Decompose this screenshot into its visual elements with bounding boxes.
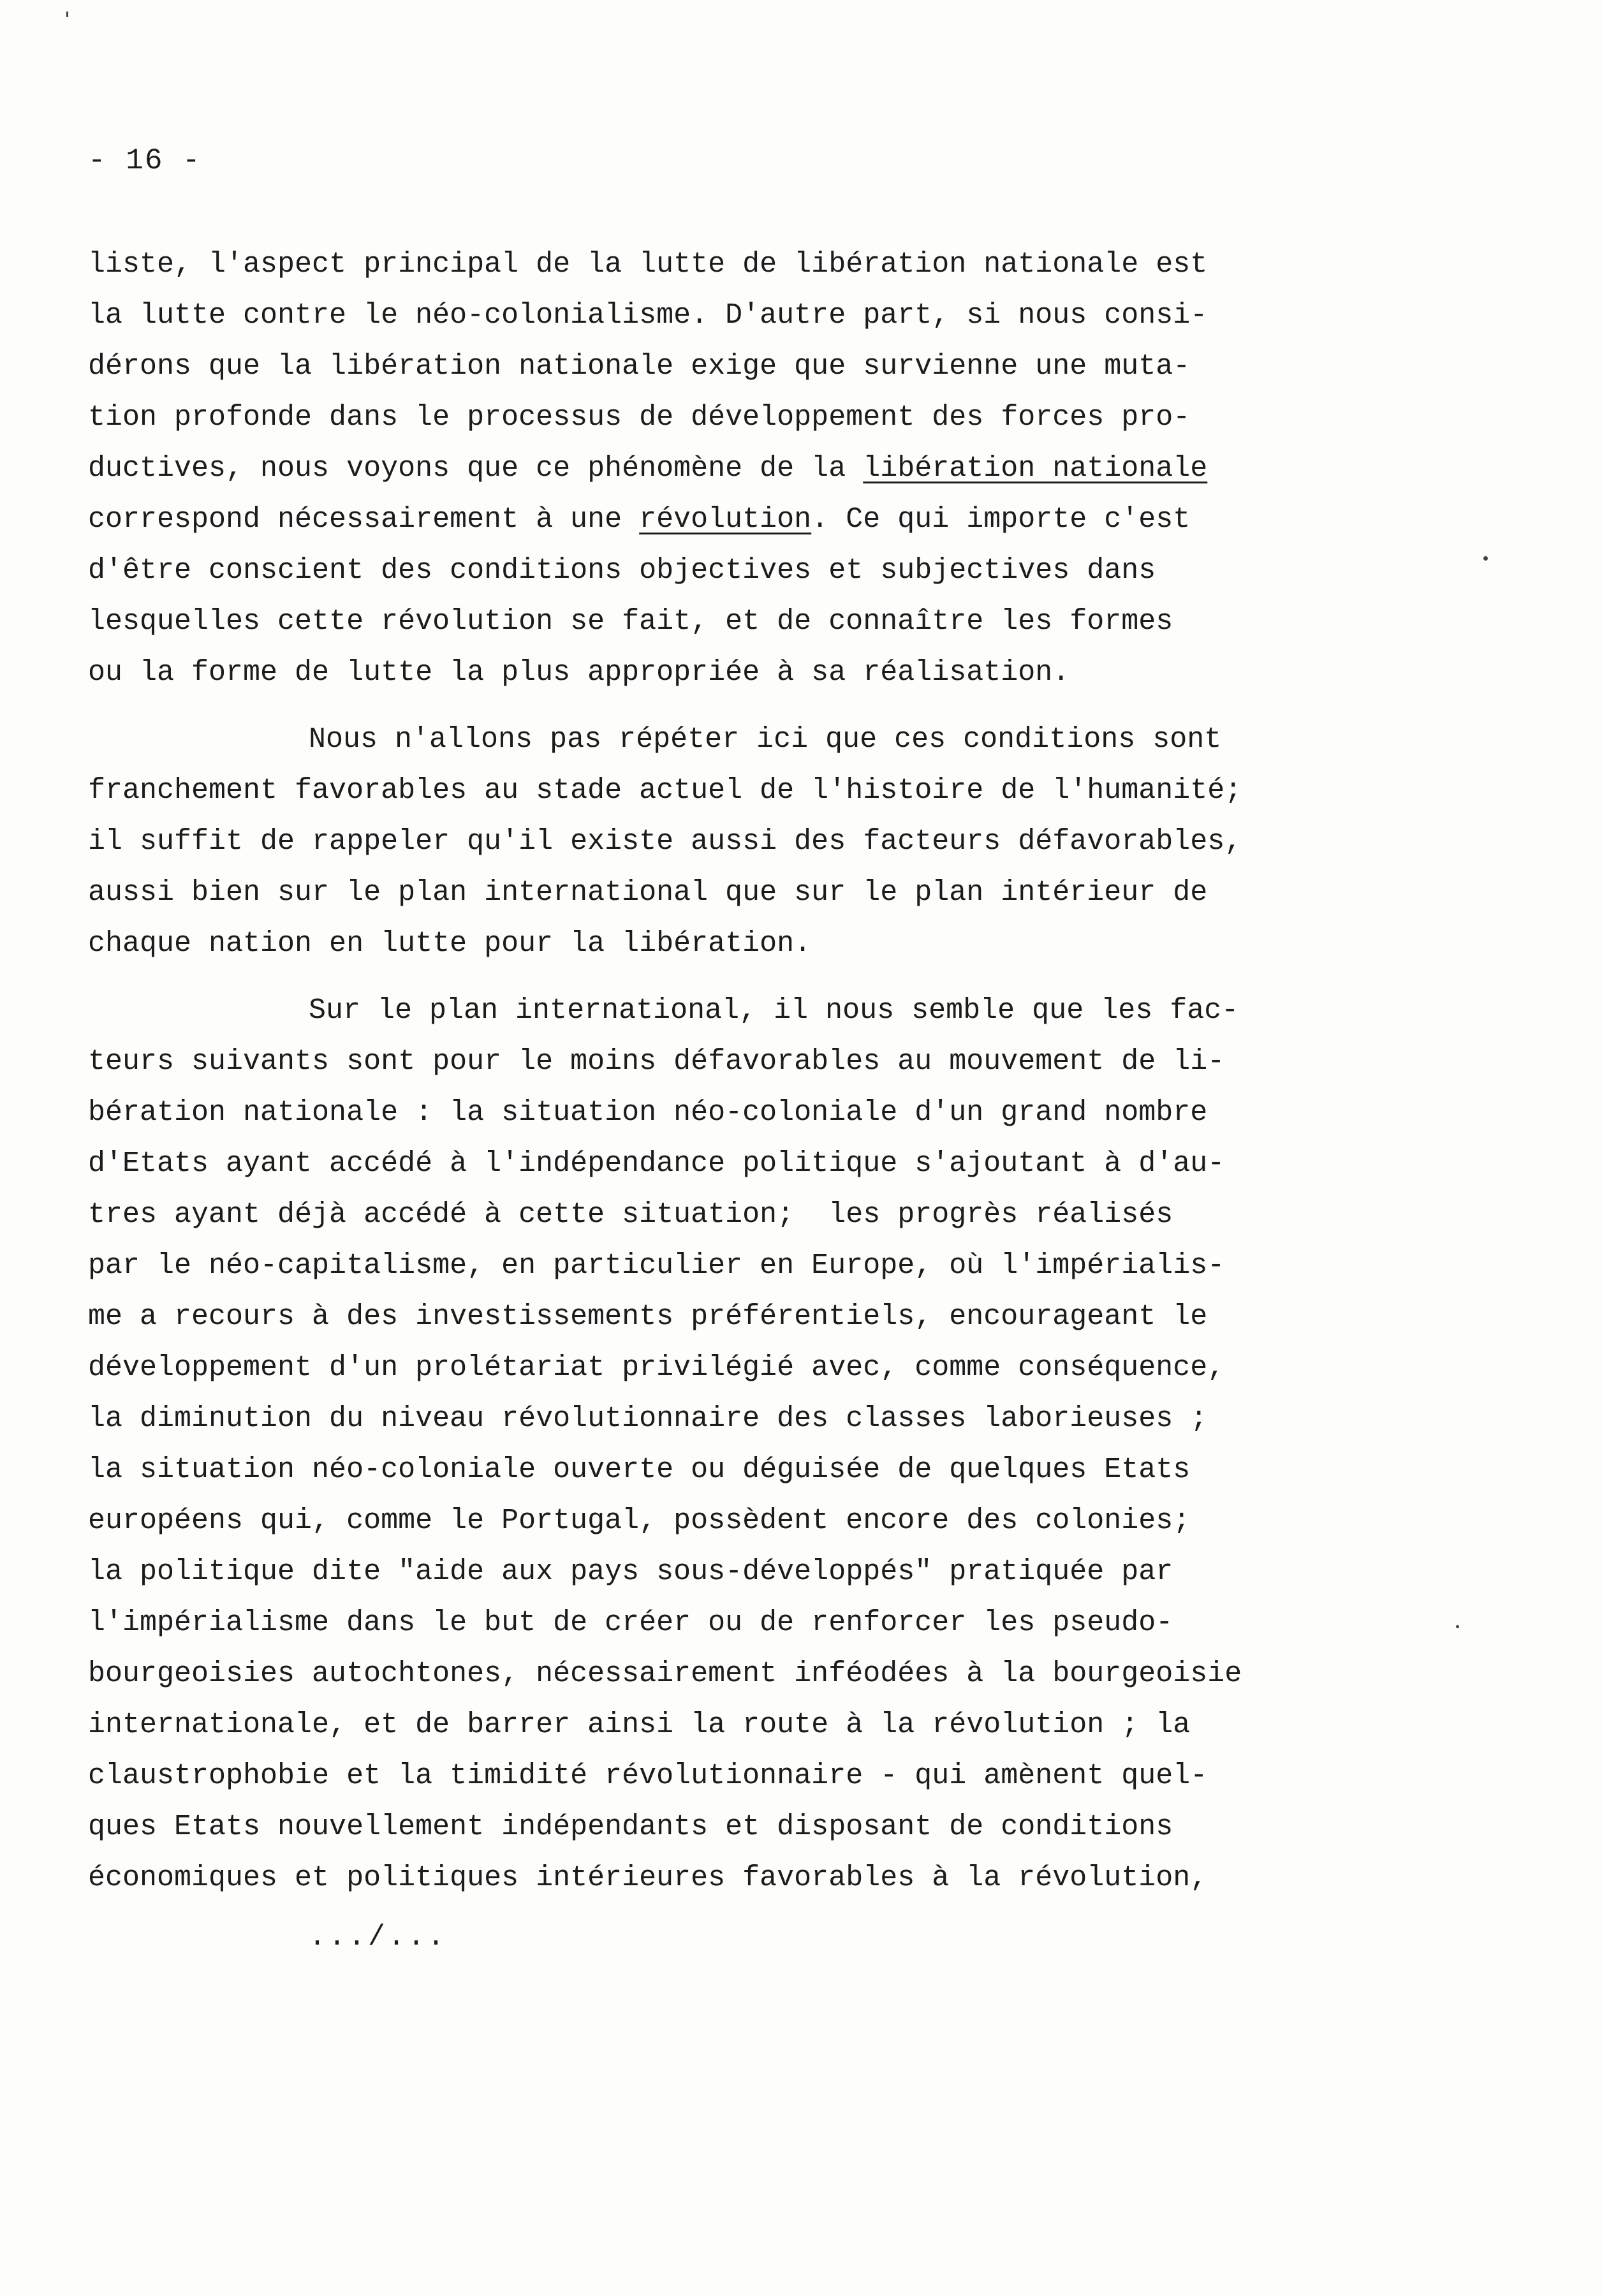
text-line	[88, 1496, 1376, 1547]
text-line	[88, 985, 1376, 1036]
text-segment: bourgeoisies autochtones, nécessairement inféodées à la bourgeoisie	[88, 1658, 1242, 1690]
paragraph-gap	[88, 969, 1376, 985]
page-number: - 16 -	[88, 144, 202, 177]
text-segment: la situation néo-coloniale ouverte ou déguisée de quelques Etats	[88, 1453, 1191, 1486]
text-segment: Nous n'allons pas répéter ici que ces conditions sont	[309, 723, 1222, 756]
text-segment: ou la forme de lutte la plus appropriée à sa réalisation.	[88, 656, 1070, 689]
text-segment: lesquelles cette révolution se fait, et de connaître les formes	[88, 605, 1173, 638]
text-segment: la diminution du niveau révolutionnaire des classes laborieuses ;	[88, 1402, 1208, 1435]
scan-speck	[1483, 556, 1488, 561]
text-line	[88, 1598, 1376, 1649]
text-line	[88, 918, 1376, 969]
text-line	[88, 1087, 1376, 1138]
text-segment: européens qui, comme le Portugal, possèdent encore des colonies;	[88, 1505, 1191, 1537]
text-line	[88, 1547, 1376, 1598]
text-segment: ductives, nous voyons que ce phénomène de la	[88, 452, 863, 485]
paragraph-gap	[88, 698, 1376, 714]
text-line	[88, 1445, 1376, 1496]
text-segment: correspond nécessairement à une	[88, 503, 640, 536]
text-line	[88, 392, 1376, 443]
text-line	[88, 239, 1376, 290]
text-segment: ques Etats nouvellement indépendants et disposant de conditions	[88, 1811, 1173, 1843]
text-line	[88, 290, 1376, 341]
underlined-term: révolution	[639, 503, 812, 536]
text-line	[88, 1802, 1376, 1853]
scan-speck	[1456, 1625, 1459, 1628]
text-segment: liste, l'aspect principal de la lutte de libération nationale est	[88, 248, 1208, 281]
text-segment: par le néo-capitalisme, en particulier en Europe, où l'impérialis-	[88, 1249, 1225, 1282]
text-segment: développement d'un prolétariat privilégié avec, comme conséquence,	[88, 1351, 1225, 1384]
body-text	[88, 239, 1376, 1904]
scan-speck	[66, 11, 68, 17]
text-line	[88, 1292, 1376, 1343]
text-segment: franchement favorables au stade actuel de l'histoire de l'humanité;	[88, 774, 1242, 807]
text-line	[88, 765, 1376, 816]
text-line	[88, 1343, 1376, 1394]
text-segment: d'Etats ayant accédé à l'indépendance politique s'ajoutant à d'au-	[88, 1147, 1225, 1180]
continuation-marker: .../...	[309, 1921, 448, 1954]
text-line	[88, 545, 1376, 596]
text-segment: teurs suivants sont pour le moins défavorables au mouvement de li-	[88, 1045, 1225, 1078]
text-segment: la lutte contre le néo-colonialisme. D'autre part, si nous consi-	[88, 299, 1208, 332]
text-line	[88, 647, 1376, 698]
text-line	[88, 596, 1376, 647]
text-segment: l'impérialisme dans le but de créer ou de renforcer les pseudo-	[88, 1607, 1173, 1639]
text-line	[88, 1036, 1376, 1087]
text-line	[88, 341, 1376, 392]
text-segment: bération nationale : la situation néo-coloniale d'un grand nombre	[88, 1096, 1208, 1129]
text-line	[88, 1394, 1376, 1445]
text-line	[88, 1189, 1376, 1240]
text-segment: tion profonde dans le processus de développement des forces pro-	[88, 401, 1191, 434]
text-line	[88, 1240, 1376, 1292]
text-segment: claustrophobie et la timidité révolutionnaire - qui amènent quel-	[88, 1760, 1208, 1792]
text-line	[88, 443, 1376, 494]
text-line	[88, 1853, 1376, 1904]
underlined-term: libération nationale	[863, 452, 1208, 485]
text-segment: d'être conscient des conditions objectives et subjectives dans	[88, 554, 1156, 587]
text-line	[88, 1138, 1376, 1189]
text-segment: tres ayant déjà accédé à cette situation; les progrès réalisés	[88, 1198, 1173, 1231]
text-segment: aussi bien sur le plan international que sur le plan intérieur de	[88, 876, 1208, 909]
text-line	[88, 1700, 1376, 1751]
text-line	[88, 494, 1376, 545]
text-segment: la politique dite "aide aux pays sous-développés" pratiquée par	[88, 1556, 1173, 1588]
text-line	[88, 867, 1376, 918]
text-line	[88, 714, 1376, 765]
text-segment: chaque nation en lutte pour la libération.	[88, 927, 812, 960]
text-segment: Sur le plan international, il nous semble que les fac-	[309, 994, 1239, 1027]
text-segment: économiques et politiques intérieures favorables à la révolution,	[88, 1862, 1208, 1894]
text-segment: dérons que la libération nationale exige que survienne une muta-	[88, 350, 1191, 383]
text-line	[88, 816, 1376, 867]
text-segment: internationale, et de barrer ainsi la route à la révolution ; la	[88, 1709, 1191, 1741]
text-line	[88, 1751, 1376, 1802]
text-segment: il suffit de rappeler qu'il existe aussi des facteurs défavorables,	[88, 825, 1242, 858]
text-line	[88, 1649, 1376, 1700]
text-segment: . Ce qui importe c'est	[811, 503, 1191, 536]
text-segment: me a recours à des investissements préférentiels, encourageant le	[88, 1300, 1208, 1333]
